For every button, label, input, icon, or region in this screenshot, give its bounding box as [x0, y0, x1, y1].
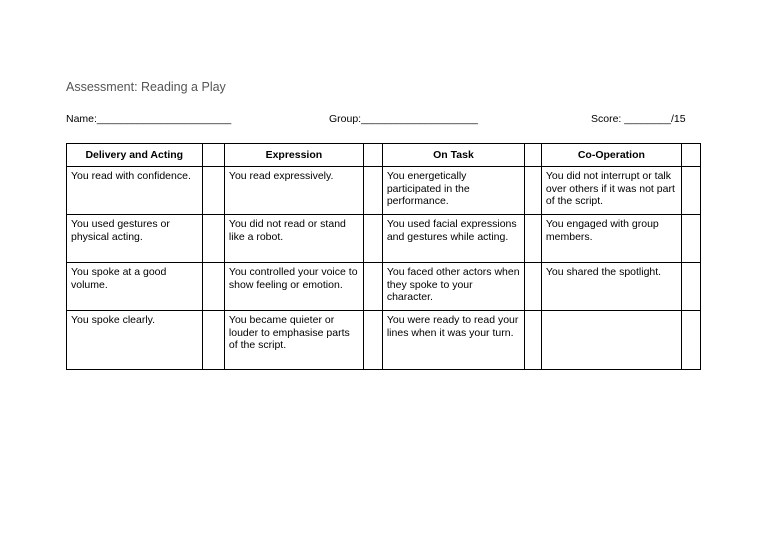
- score-cell: [202, 263, 224, 311]
- score-cell: [202, 215, 224, 263]
- table-header-row: [67, 144, 701, 167]
- table-row: [67, 311, 701, 370]
- criterion-cell: You used facial expressions and gestures while acting.: [382, 215, 524, 263]
- criterion-cell: You read expressively.: [224, 167, 363, 215]
- criterion-cell: You faced other actors when they spoke to your character.: [382, 263, 524, 311]
- criterion-cell: You did not interrupt or talk over others if it was not part of the script.: [541, 167, 681, 215]
- score-cell: [525, 263, 542, 311]
- criterion-cell: You used gestures or physical acting.: [67, 215, 203, 263]
- criterion-cell: You did not read or stand like a robot.: [224, 215, 363, 263]
- score-cell: [525, 167, 542, 215]
- score-cell: [681, 167, 700, 215]
- score-cell: [202, 311, 224, 370]
- score-cell: [202, 144, 224, 167]
- score-cell: [363, 215, 382, 263]
- criterion-cell: You spoke clearly.: [67, 311, 203, 370]
- name-field: Name:_______________________: [66, 113, 232, 125]
- page-title: Assessment: Reading a Play: [66, 80, 226, 94]
- header-co-operation: Co-Operation: [541, 144, 681, 167]
- criterion-cell: You shared the spotlight.: [541, 263, 681, 311]
- score-cell: [363, 311, 382, 370]
- score-cell: [525, 144, 542, 167]
- assessment-rubric-table: [66, 143, 701, 370]
- criterion-cell: You read with confidence.: [67, 167, 203, 215]
- score-cell: [525, 215, 542, 263]
- score-cell: [681, 144, 700, 167]
- score-cell: [363, 144, 382, 167]
- group-field: Group:____________________: [329, 113, 478, 125]
- criterion-cell: [541, 311, 681, 370]
- table-row: [67, 215, 701, 263]
- header-on-task: On Task: [382, 144, 524, 167]
- score-cell: [681, 311, 700, 370]
- criterion-cell: You were ready to read your lines when it was your turn.: [382, 311, 524, 370]
- score-field: Score: ________/15: [591, 113, 686, 125]
- criterion-cell: You spoke at a good volume.: [67, 263, 203, 311]
- table-row: [67, 263, 701, 311]
- header-expression: Expression: [224, 144, 363, 167]
- criterion-cell: You engaged with group members.: [541, 215, 681, 263]
- score-cell: [681, 263, 700, 311]
- score-cell: [363, 167, 382, 215]
- score-cell: [363, 263, 382, 311]
- header-delivery-and-acting: Delivery and Acting: [67, 144, 203, 167]
- table-row: [67, 167, 701, 215]
- score-cell: [202, 167, 224, 215]
- score-cell: [681, 215, 700, 263]
- criterion-cell: You became quieter or louder to emphasise parts of the script.: [224, 311, 363, 370]
- score-cell: [525, 311, 542, 370]
- criterion-cell: You controlled your voice to show feeling or emotion.: [224, 263, 363, 311]
- criterion-cell: You energetically participated in the performance.: [382, 167, 524, 215]
